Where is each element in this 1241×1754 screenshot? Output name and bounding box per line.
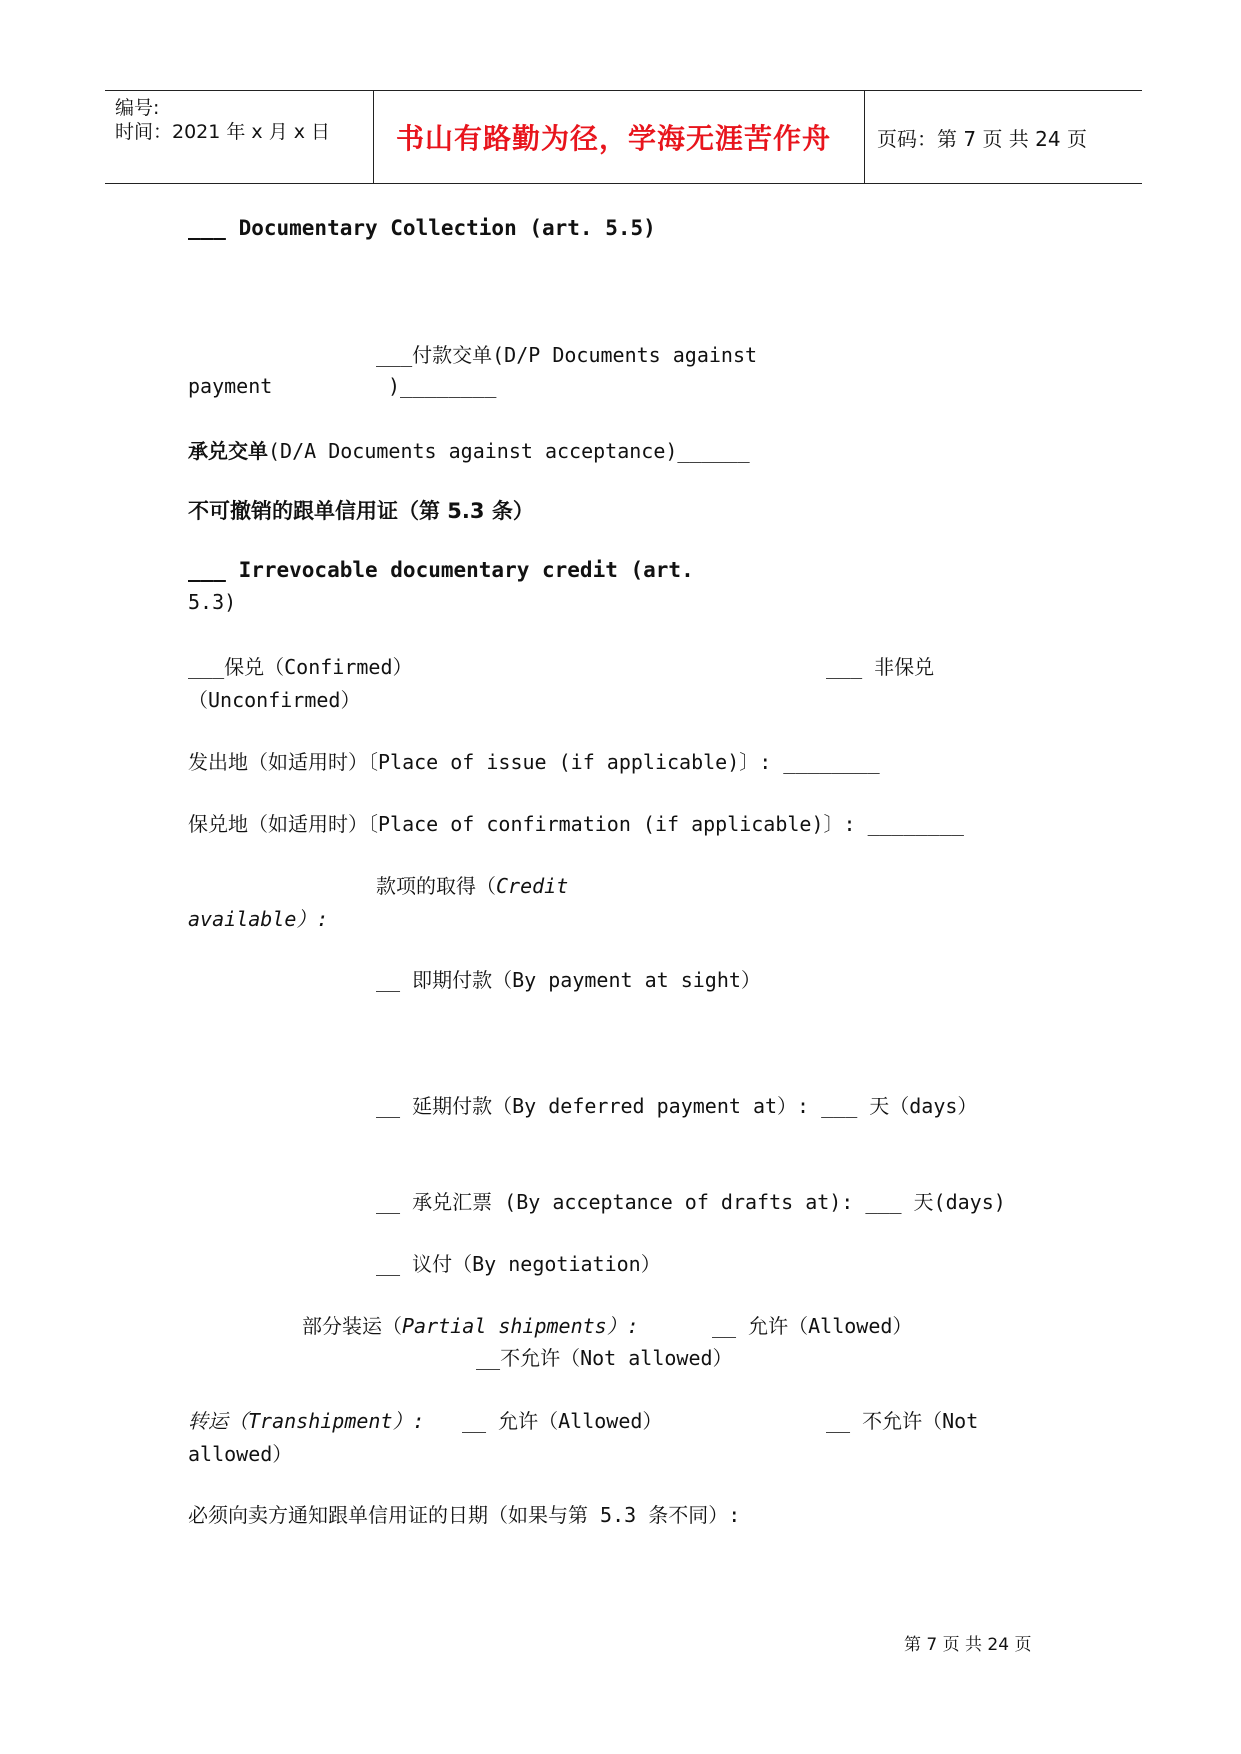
- payment-at-sight-option: __ 即期付款（By payment at sight）: [376, 968, 761, 992]
- place-of-issue-line: 发出地（如适用时）〔Place of issue (if applicable)〕: ________: [188, 750, 880, 774]
- da-line: [188, 435, 750, 464]
- unconfirmed-option: ___ 非保兑: [826, 655, 935, 679]
- unconfirmed-option-cont: （Unconfirmed）: [188, 688, 361, 712]
- deferred-payment-option: __ 延期付款（By deferred payment at）: ___ 天（days）: [376, 1094, 978, 1118]
- header-motto-cell: [374, 91, 865, 183]
- dp-line-cont: payment: [188, 374, 273, 398]
- da-text: (D/A Documents against acceptance)______: [268, 439, 750, 463]
- footer-page-number: 第 7 页 共 24 页: [904, 1635, 1032, 1655]
- notification-date-line: 必须向卖方通知跟单信用证的日期（如果与第 5.3 条不同）:: [188, 1503, 741, 1527]
- dp-line-blank: )________: [388, 374, 497, 398]
- transhipment-label: 转运（Transhipment）:: [188, 1409, 425, 1433]
- partial-not-allowed-option: __不允许（Not allowed）: [476, 1346, 733, 1370]
- partial-shipments-en: Partial shipments）:: [402, 1314, 639, 1338]
- confirmed-option: ___保兑（Confirmed）: [188, 655, 413, 679]
- partial-shipments-cn: 部分装运（: [302, 1314, 402, 1338]
- da-label: 承兑交单: [188, 439, 268, 463]
- header-page-cell: [865, 91, 1142, 183]
- transhipment-not-allowed-cont: allowed）: [188, 1442, 293, 1466]
- credit-available-en: Credit: [496, 874, 569, 898]
- dp-line: ___付款交单(D/P Documents against: [376, 343, 758, 367]
- negotiation-option: __ 议付（By negotiation）: [376, 1252, 661, 1276]
- credit-available-cont: available）:: [188, 907, 329, 931]
- header-meta-cell: [115, 91, 374, 183]
- transhipment-not-allowed-option: __ 不允许（Not: [826, 1409, 979, 1433]
- partial-shipments-line: [302, 1310, 639, 1339]
- motto-text: 书山有路勤为径，学海无涯苦作舟: [396, 122, 832, 155]
- transhipment-allowed-option: __ 允许（Allowed）: [462, 1409, 663, 1433]
- place-of-confirmation-line: 保兑地（如适用时）〔Place of confirmation (if applicable)〕: ________: [188, 812, 964, 836]
- credit-available-cn: 款项的取得（: [376, 874, 496, 898]
- irrevocable-line: ___ Irrevocable documentary credit (art.: [188, 558, 694, 582]
- irrevocable-line-cont: 5.3): [188, 590, 237, 614]
- documentary-collection-line: ___ Documentary Collection (art. 5.5): [188, 216, 656, 240]
- irrevocable-heading-cn: 不可撤销的跟单信用证（第 5.3 条）: [188, 499, 534, 523]
- document-number-label: 编号:: [115, 97, 160, 119]
- page-header: [105, 90, 1142, 184]
- credit-available-line: [376, 870, 568, 899]
- header-page-number: 页码：第 7 页 共 24 页: [877, 127, 1087, 151]
- acceptance-of-drafts-option: __ 承兑汇票 (By acceptance of drafts at): ___ 天(days): [376, 1190, 1006, 1214]
- document-time-label: 时间：2021 年 x 月 x 日: [115, 121, 331, 143]
- partial-allowed-option: __ 允许（Allowed）: [712, 1314, 913, 1338]
